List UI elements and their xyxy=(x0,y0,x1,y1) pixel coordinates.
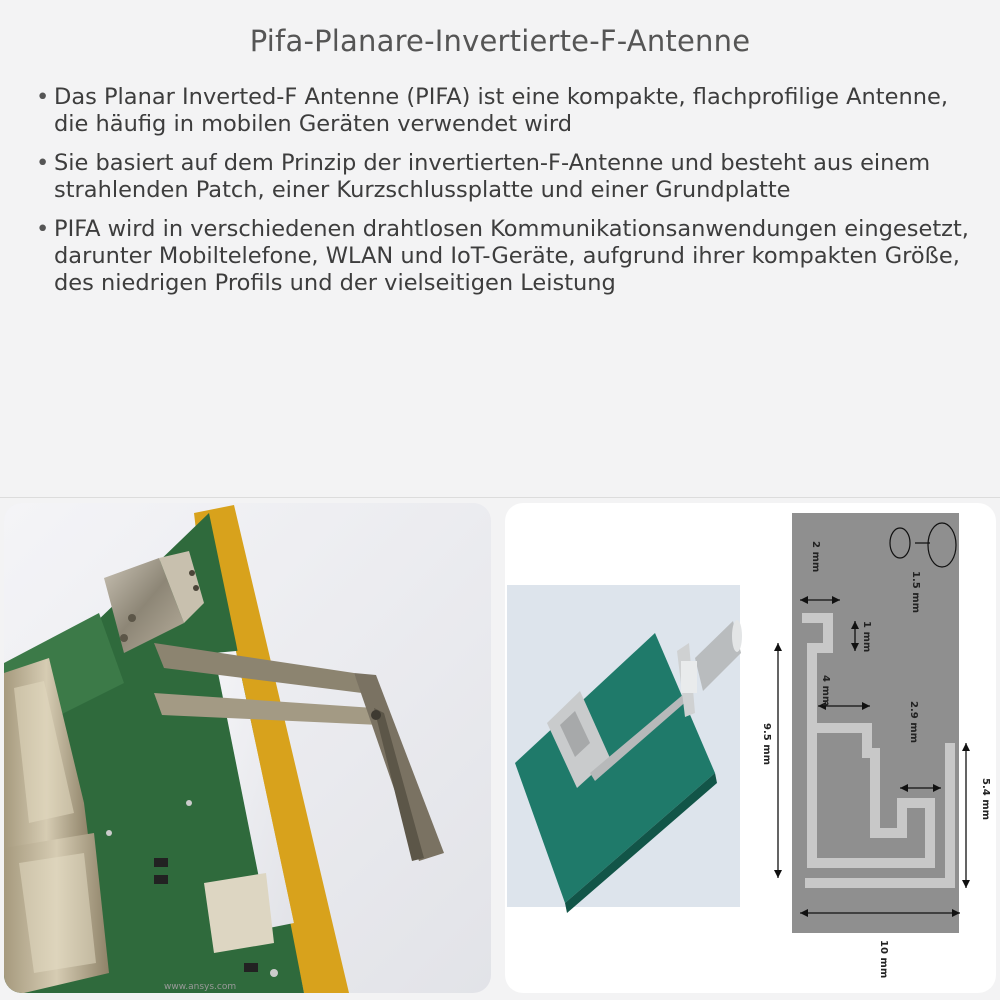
antenna-diagram-panel xyxy=(505,503,996,993)
dim-label-4mm: 4 mm xyxy=(820,675,831,707)
section-divider xyxy=(0,497,1000,498)
bullet-dot: • xyxy=(36,150,50,176)
svg-text:www.ansys.com: www.ansys.com xyxy=(164,982,237,992)
bullet-dot: • xyxy=(36,216,50,242)
dim-label-2-9mm: 2.9 mm xyxy=(908,701,919,744)
bullet-item xyxy=(36,216,976,297)
antenna-render-and-diagram xyxy=(505,503,996,993)
bullet-list xyxy=(36,84,976,309)
page-title: Pifa-Planare-Invertierte-F-Antenne xyxy=(249,24,751,58)
dim-label-1-5mm: 1.5 mm xyxy=(910,571,921,614)
pcb-photo-panel xyxy=(4,503,491,993)
bullet-text: Das Planar Inverted-F Antenne (PIFA) ist eine kompakte, flachprofilige Antenne, die häufig in mobilen Geräten verwendet wird xyxy=(54,84,948,137)
bullet-dot: • xyxy=(36,84,50,110)
pcb-photo-illustration xyxy=(4,503,491,993)
bullet-text: PIFA wird in verschiedenen drahtlosen Kommunikationsanwendungen eingesetzt, darunter Mobiltelefone, WLAN und IoT-Geräte, aufgrund ihrer kompakten Größe, des niedrigen Profils und der vielseitigen Leistung xyxy=(54,216,969,296)
bullet-item xyxy=(36,150,976,204)
dim-label-10mm: 10 mm xyxy=(878,940,889,979)
dim-label-5-4mm: 5.4 mm xyxy=(980,778,991,821)
bullet-item xyxy=(36,84,976,138)
dim-label-9-5mm: 9.5 mm xyxy=(761,723,772,766)
bullet-text: Sie basiert auf dem Prinzip der invertierten-F-Antenne und besteht aus einem strahlenden Patch, einer Kurzschlussplatte und einer Grundplatte xyxy=(54,150,931,203)
dim-label-2mm: 2 mm xyxy=(810,541,821,573)
dim-label-1mm: 1 mm xyxy=(861,621,872,653)
